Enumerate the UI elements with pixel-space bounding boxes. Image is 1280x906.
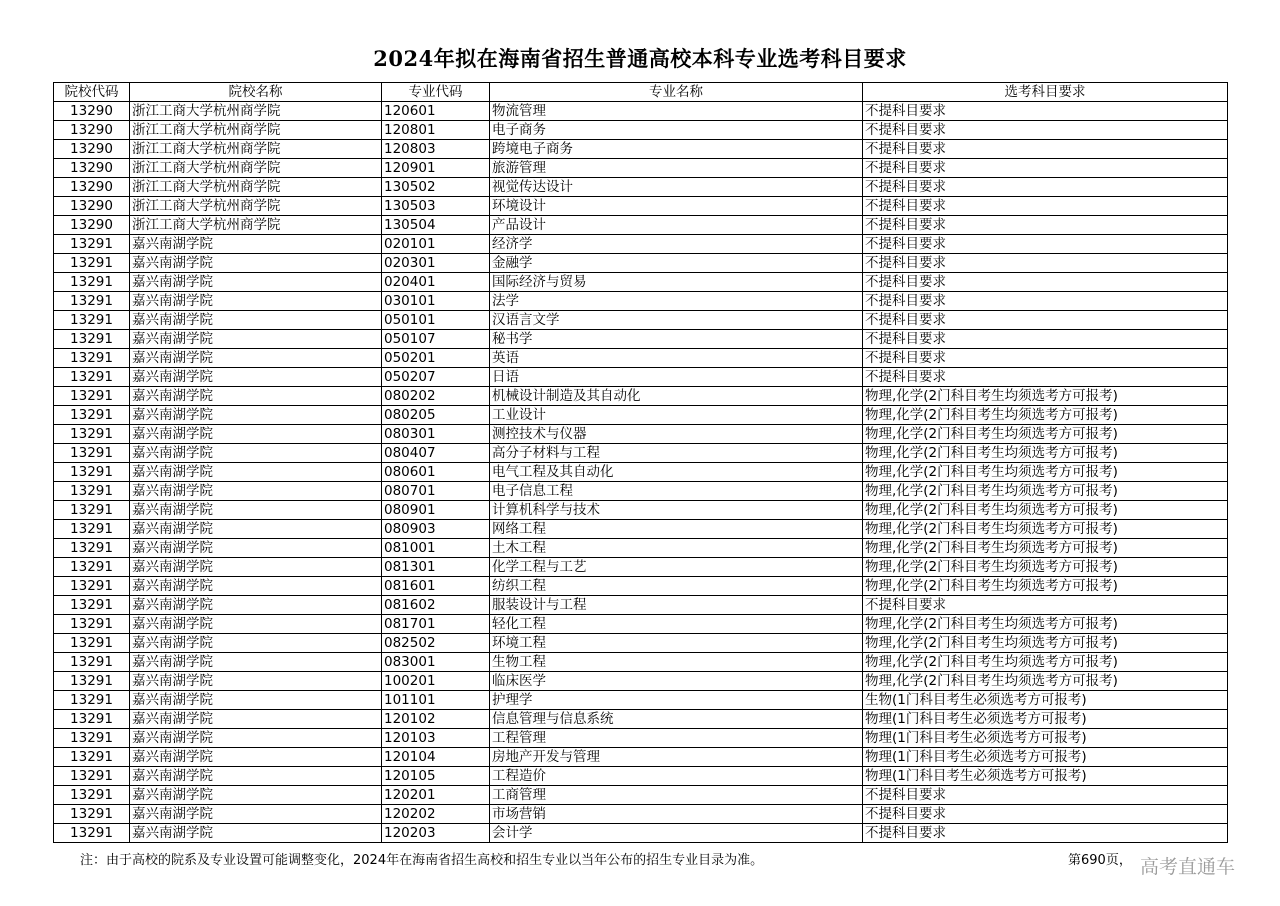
cell-major-name: 经济学	[490, 235, 863, 254]
page-title: 2024年拟在海南省招生普通高校本科专业选考科目要求	[373, 46, 907, 71]
cell-major-name: 工业设计	[490, 406, 863, 425]
cell-major-name: 服装设计与工程	[490, 596, 863, 615]
cell-major-name: 房地产开发与管理	[490, 748, 863, 767]
table-body	[54, 102, 1228, 843]
cell-major-code: 020301	[382, 254, 490, 273]
cell-school-code: 13291	[54, 387, 130, 406]
table-row	[54, 520, 1228, 539]
cell-school-code: 13291	[54, 539, 130, 558]
cell-school-name: 嘉兴南湖学院	[130, 615, 382, 634]
cell-major-code: 081001	[382, 539, 490, 558]
table-row	[54, 235, 1228, 254]
cell-subject-requirement: 物理(1门科目考生必须选考方可报考)	[863, 729, 1228, 748]
cell-school-code: 13291	[54, 558, 130, 577]
cell-major-name: 计算机科学与技术	[490, 501, 863, 520]
cell-school-name: 嘉兴南湖学院	[130, 368, 382, 387]
cell-major-code: 020101	[382, 235, 490, 254]
cell-school-code: 13291	[54, 406, 130, 425]
table-row	[54, 767, 1228, 786]
cell-school-name: 嘉兴南湖学院	[130, 729, 382, 748]
cell-major-code: 082502	[382, 634, 490, 653]
cell-school-code: 13290	[54, 197, 130, 216]
cell-subject-requirement: 物理(1门科目考生必须选考方可报考)	[863, 748, 1228, 767]
cell-major-code: 080205	[382, 406, 490, 425]
cell-subject-requirement: 不提科目要求	[863, 273, 1228, 292]
cell-subject-requirement: 不提科目要求	[863, 311, 1228, 330]
table-row	[54, 444, 1228, 463]
cell-subject-requirement: 不提科目要求	[863, 235, 1228, 254]
cell-school-name: 嘉兴南湖学院	[130, 672, 382, 691]
table-row	[54, 786, 1228, 805]
table-row	[54, 672, 1228, 691]
cell-major-name: 跨境电子商务	[490, 140, 863, 159]
cell-major-code: 081301	[382, 558, 490, 577]
cell-major-code: 120103	[382, 729, 490, 748]
table-row	[54, 140, 1228, 159]
cell-school-code: 13291	[54, 520, 130, 539]
cell-subject-requirement: 不提科目要求	[863, 121, 1228, 140]
table-row	[54, 577, 1228, 596]
cell-major-code: 120201	[382, 786, 490, 805]
cell-major-code: 080202	[382, 387, 490, 406]
cell-major-name: 网络工程	[490, 520, 863, 539]
cell-school-code: 13291	[54, 767, 130, 786]
cell-major-code: 081601	[382, 577, 490, 596]
cell-major-code: 120801	[382, 121, 490, 140]
cell-major-code: 080701	[382, 482, 490, 501]
cell-major-code: 120104	[382, 748, 490, 767]
cell-school-code: 13290	[54, 216, 130, 235]
cell-major-name: 工商管理	[490, 786, 863, 805]
cell-school-name: 浙江工商大学杭州商学院	[130, 140, 382, 159]
cell-major-code: 050201	[382, 349, 490, 368]
cell-school-code: 13291	[54, 596, 130, 615]
cell-subject-requirement: 物理,化学(2门科目考生均须选考方可报考)	[863, 672, 1228, 691]
cell-major-code: 120202	[382, 805, 490, 824]
cell-school-name: 浙江工商大学杭州商学院	[130, 197, 382, 216]
table-row	[54, 653, 1228, 672]
cell-major-name: 环境工程	[490, 634, 863, 653]
table-row	[54, 558, 1228, 577]
cell-school-code: 13291	[54, 254, 130, 273]
table-row	[54, 197, 1228, 216]
cell-school-code: 13291	[54, 311, 130, 330]
cell-subject-requirement: 物理(1门科目考生必须选考方可报考)	[863, 767, 1228, 786]
cell-school-name: 嘉兴南湖学院	[130, 577, 382, 596]
header-subject-requirement: 选考科目要求	[863, 83, 1228, 102]
cell-major-code: 120601	[382, 102, 490, 121]
cell-subject-requirement: 不提科目要求	[863, 368, 1228, 387]
cell-school-code: 13291	[54, 710, 130, 729]
cell-school-name: 嘉兴南湖学院	[130, 387, 382, 406]
cell-school-code: 13290	[54, 159, 130, 178]
cell-school-code: 13291	[54, 634, 130, 653]
cell-school-name: 嘉兴南湖学院	[130, 425, 382, 444]
cell-school-name: 嘉兴南湖学院	[130, 691, 382, 710]
cell-school-name: 嘉兴南湖学院	[130, 349, 382, 368]
table-header-row	[54, 83, 1228, 102]
cell-subject-requirement: 不提科目要求	[863, 824, 1228, 843]
cell-major-name: 会计学	[490, 824, 863, 843]
cell-subject-requirement: 不提科目要求	[863, 197, 1228, 216]
cell-subject-requirement: 不提科目要求	[863, 254, 1228, 273]
cell-subject-requirement: 不提科目要求	[863, 349, 1228, 368]
cell-school-code: 13291	[54, 444, 130, 463]
cell-school-name: 嘉兴南湖学院	[130, 444, 382, 463]
cell-major-code: 080901	[382, 501, 490, 520]
cell-subject-requirement: 物理,化学(2门科目考生均须选考方可报考)	[863, 444, 1228, 463]
cell-major-code: 120901	[382, 159, 490, 178]
watermark-logo: 高考直通车	[1140, 856, 1236, 878]
cell-subject-requirement: 不提科目要求	[863, 596, 1228, 615]
cell-school-code: 13291	[54, 273, 130, 292]
cell-major-code: 130503	[382, 197, 490, 216]
cell-major-name: 临床医学	[490, 672, 863, 691]
cell-school-name: 嘉兴南湖学院	[130, 311, 382, 330]
table-row	[54, 748, 1228, 767]
cell-major-name: 秘书学	[490, 330, 863, 349]
table-row	[54, 710, 1228, 729]
footer-note: 注：由于高校的院系及专业设置可能调整变化，2024年在海南省招生高校和招生专业以当年公布的招生专业目录为准。	[80, 853, 764, 868]
cell-major-name: 电气工程及其自动化	[490, 463, 863, 482]
cell-school-code: 13291	[54, 824, 130, 843]
cell-subject-requirement: 不提科目要求	[863, 805, 1228, 824]
cell-major-name: 物流管理	[490, 102, 863, 121]
cell-major-name: 工程造价	[490, 767, 863, 786]
cell-major-name: 化学工程与工艺	[490, 558, 863, 577]
table-row	[54, 615, 1228, 634]
table-row	[54, 463, 1228, 482]
cell-major-name: 英语	[490, 349, 863, 368]
cell-school-name: 嘉兴南湖学院	[130, 710, 382, 729]
table-row	[54, 254, 1228, 273]
cell-subject-requirement: 物理,化学(2门科目考生均须选考方可报考)	[863, 615, 1228, 634]
cell-subject-requirement: 物理,化学(2门科目考生均须选考方可报考)	[863, 425, 1228, 444]
table-row	[54, 691, 1228, 710]
cell-school-code: 13291	[54, 748, 130, 767]
cell-major-code: 030101	[382, 292, 490, 311]
table-row	[54, 178, 1228, 197]
cell-major-name: 旅游管理	[490, 159, 863, 178]
cell-major-code: 083001	[382, 653, 490, 672]
cell-subject-requirement: 物理,化学(2门科目考生均须选考方可报考)	[863, 387, 1228, 406]
cell-school-code: 13291	[54, 501, 130, 520]
cell-subject-requirement: 生物(1门科目考生必须选考方可报考)	[863, 691, 1228, 710]
cell-school-name: 浙江工商大学杭州商学院	[130, 178, 382, 197]
cell-major-code: 080903	[382, 520, 490, 539]
cell-school-code: 13291	[54, 482, 130, 501]
cell-major-code: 050107	[382, 330, 490, 349]
cell-school-code: 13291	[54, 672, 130, 691]
table-row	[54, 368, 1228, 387]
table-row	[54, 729, 1228, 748]
cell-major-name: 市场营销	[490, 805, 863, 824]
table-row	[54, 159, 1228, 178]
cell-school-code: 13291	[54, 463, 130, 482]
table-row	[54, 311, 1228, 330]
table-row	[54, 596, 1228, 615]
cell-school-name: 嘉兴南湖学院	[130, 254, 382, 273]
cell-subject-requirement: 物理,化学(2门科目考生均须选考方可报考)	[863, 406, 1228, 425]
cell-school-name: 嘉兴南湖学院	[130, 482, 382, 501]
cell-major-name: 法学	[490, 292, 863, 311]
table-row	[54, 634, 1228, 653]
cell-subject-requirement: 物理,化学(2门科目考生均须选考方可报考)	[863, 501, 1228, 520]
cell-major-code: 080407	[382, 444, 490, 463]
cell-school-name: 嘉兴南湖学院	[130, 634, 382, 653]
cell-major-code: 120102	[382, 710, 490, 729]
cell-major-code: 050207	[382, 368, 490, 387]
cell-major-name: 日语	[490, 368, 863, 387]
cell-subject-requirement: 物理,化学(2门科目考生均须选考方可报考)	[863, 634, 1228, 653]
cell-school-name: 嘉兴南湖学院	[130, 539, 382, 558]
cell-subject-requirement: 物理,化学(2门科目考生均须选考方可报考)	[863, 577, 1228, 596]
cell-school-name: 嘉兴南湖学院	[130, 406, 382, 425]
cell-school-code: 13291	[54, 729, 130, 748]
cell-major-code: 081701	[382, 615, 490, 634]
cell-school-code: 13291	[54, 425, 130, 444]
cell-school-name: 嘉兴南湖学院	[130, 805, 382, 824]
cell-school-name: 嘉兴南湖学院	[130, 748, 382, 767]
table-row	[54, 121, 1228, 140]
cell-major-name: 国际经济与贸易	[490, 273, 863, 292]
cell-school-code: 13291	[54, 786, 130, 805]
cell-major-name: 护理学	[490, 691, 863, 710]
cell-subject-requirement: 不提科目要求	[863, 786, 1228, 805]
table-row	[54, 292, 1228, 311]
cell-subject-requirement: 不提科目要求	[863, 178, 1228, 197]
cell-subject-requirement: 不提科目要求	[863, 159, 1228, 178]
cell-subject-requirement: 不提科目要求	[863, 330, 1228, 349]
cell-school-name: 浙江工商大学杭州商学院	[130, 121, 382, 140]
cell-school-code: 13291	[54, 653, 130, 672]
cell-school-name: 嘉兴南湖学院	[130, 824, 382, 843]
cell-school-code: 13291	[54, 349, 130, 368]
cell-school-code: 13290	[54, 102, 130, 121]
cell-school-name: 嘉兴南湖学院	[130, 273, 382, 292]
table-row	[54, 330, 1228, 349]
cell-school-name: 嘉兴南湖学院	[130, 463, 382, 482]
cell-major-code: 050101	[382, 311, 490, 330]
cell-major-code: 080301	[382, 425, 490, 444]
table-row	[54, 273, 1228, 292]
cell-subject-requirement: 不提科目要求	[863, 102, 1228, 121]
cell-school-code: 13291	[54, 615, 130, 634]
table-row	[54, 539, 1228, 558]
cell-school-name: 嘉兴南湖学院	[130, 235, 382, 254]
header-major-code: 专业代码	[382, 83, 490, 102]
cell-school-code: 13291	[54, 292, 130, 311]
cell-subject-requirement: 物理,化学(2门科目考生均须选考方可报考)	[863, 482, 1228, 501]
cell-school-name: 浙江工商大学杭州商学院	[130, 216, 382, 235]
cell-subject-requirement: 不提科目要求	[863, 140, 1228, 159]
cell-major-code: 080601	[382, 463, 490, 482]
cell-major-code: 120203	[382, 824, 490, 843]
cell-school-name: 嘉兴南湖学院	[130, 501, 382, 520]
cell-major-code: 081602	[382, 596, 490, 615]
cell-school-name: 嘉兴南湖学院	[130, 786, 382, 805]
table-row	[54, 387, 1228, 406]
cell-major-name: 环境设计	[490, 197, 863, 216]
cell-major-name: 土木工程	[490, 539, 863, 558]
table-row	[54, 102, 1228, 121]
cell-school-code: 13290	[54, 140, 130, 159]
cell-subject-requirement: 物理,化学(2门科目考生均须选考方可报考)	[863, 653, 1228, 672]
cell-school-code: 13291	[54, 805, 130, 824]
header-major-name: 专业名称	[490, 83, 863, 102]
cell-major-name: 工程管理	[490, 729, 863, 748]
cell-school-code: 13290	[54, 121, 130, 140]
table-row	[54, 482, 1228, 501]
cell-school-name: 嘉兴南湖学院	[130, 292, 382, 311]
cell-school-code: 13291	[54, 330, 130, 349]
cell-major-name: 测控技术与仪器	[490, 425, 863, 444]
cell-subject-requirement: 物理,化学(2门科目考生均须选考方可报考)	[863, 463, 1228, 482]
cell-major-name: 机械设计制造及其自动化	[490, 387, 863, 406]
cell-school-name: 嘉兴南湖学院	[130, 596, 382, 615]
cell-subject-requirement: 物理,化学(2门科目考生均须选考方可报考)	[863, 539, 1228, 558]
cell-major-code: 020401	[382, 273, 490, 292]
cell-major-name: 高分子材料与工程	[490, 444, 863, 463]
cell-school-name: 嘉兴南湖学院	[130, 330, 382, 349]
table-row	[54, 216, 1228, 235]
table-row	[54, 501, 1228, 520]
cell-subject-requirement: 不提科目要求	[863, 216, 1228, 235]
cell-major-name: 汉语言文学	[490, 311, 863, 330]
cell-school-name: 嘉兴南湖学院	[130, 520, 382, 539]
cell-major-code: 120105	[382, 767, 490, 786]
cell-major-code: 101101	[382, 691, 490, 710]
cell-school-code: 13291	[54, 691, 130, 710]
table-row	[54, 406, 1228, 425]
cell-school-code: 13291	[54, 368, 130, 387]
cell-major-name: 信息管理与信息系统	[490, 710, 863, 729]
cell-major-code: 130502	[382, 178, 490, 197]
cell-subject-requirement: 物理,化学(2门科目考生均须选考方可报考)	[863, 520, 1228, 539]
table-row	[54, 805, 1228, 824]
table-row	[54, 824, 1228, 843]
cell-school-code: 13291	[54, 577, 130, 596]
cell-subject-requirement: 不提科目要求	[863, 292, 1228, 311]
cell-school-code: 13290	[54, 178, 130, 197]
cell-major-name: 生物工程	[490, 653, 863, 672]
cell-school-code: 13291	[54, 235, 130, 254]
page-number: 第690页，	[1068, 853, 1132, 868]
header-school-name: 院校名称	[130, 83, 382, 102]
cell-major-name: 视觉传达设计	[490, 178, 863, 197]
cell-major-code: 130504	[382, 216, 490, 235]
cell-major-name: 金融学	[490, 254, 863, 273]
cell-major-name: 纺织工程	[490, 577, 863, 596]
requirements-table	[53, 82, 1228, 843]
table-row	[54, 349, 1228, 368]
cell-school-name: 嘉兴南湖学院	[130, 558, 382, 577]
cell-school-name: 浙江工商大学杭州商学院	[130, 159, 382, 178]
cell-subject-requirement: 物理(1门科目考生必须选考方可报考)	[863, 710, 1228, 729]
header-school-code: 院校代码	[54, 83, 130, 102]
cell-major-name: 轻化工程	[490, 615, 863, 634]
cell-school-name: 浙江工商大学杭州商学院	[130, 102, 382, 121]
cell-major-code: 100201	[382, 672, 490, 691]
cell-subject-requirement: 物理,化学(2门科目考生均须选考方可报考)	[863, 558, 1228, 577]
cell-major-name: 电子信息工程	[490, 482, 863, 501]
cell-school-name: 嘉兴南湖学院	[130, 653, 382, 672]
table-row	[54, 425, 1228, 444]
cell-major-code: 120803	[382, 140, 490, 159]
cell-major-name: 产品设计	[490, 216, 863, 235]
cell-school-name: 嘉兴南湖学院	[130, 767, 382, 786]
cell-major-name: 电子商务	[490, 121, 863, 140]
